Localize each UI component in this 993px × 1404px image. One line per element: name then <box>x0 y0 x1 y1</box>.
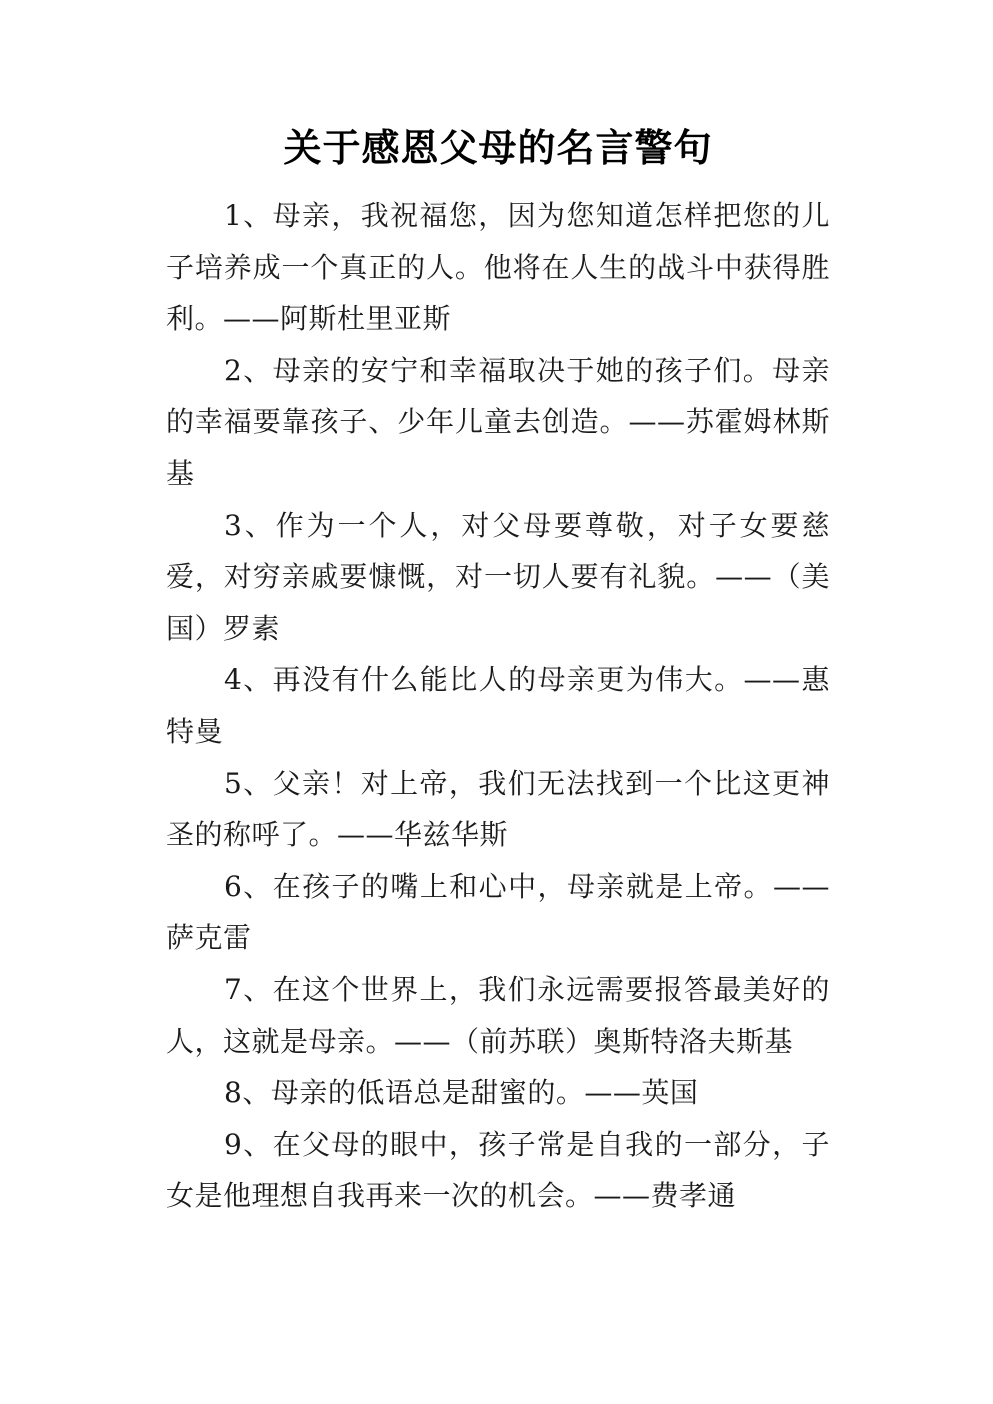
document-title: 关于感恩父母的名言警句 <box>283 126 713 170</box>
quote-item-3: 3、作为一个人，对父母要尊敬，对子女要慈爱，对穷亲戚要慷慨，对一切人要有礼貌。——（美国）罗素 <box>166 508 830 645</box>
quote-item-8: 8、母亲的低语总是甜蜜的。——英国 <box>224 1076 699 1110</box>
quote-item-5: 5、父亲！对上帝，我们无法找到一个比这更神圣的称呼了。——华兹华斯 <box>166 766 830 852</box>
quote-item-2: 2、母亲的安宁和幸福取决于她的孩子们。母亲的幸福要靠孩子、少年儿童去创造。——苏霍姆林斯基 <box>166 353 830 490</box>
quote-item-9: 9、在父母的眼中，孩子常是自我的一部分，子女是他理想自我再来一次的机会。——费孝通 <box>166 1127 830 1213</box>
quote-item-6: 6、在孩子的嘴上和心中，母亲就是上帝。——萨克雷 <box>166 869 830 955</box>
quote-item-7: 7、在这个世界上，我们永远需要报答最美好的人，这就是母亲。——（前苏联）奥斯特洛夫斯基 <box>166 972 830 1058</box>
quote-item-4: 4、再没有什么能比人的母亲更为伟大。——惠特曼 <box>166 663 830 748</box>
quote-item-1: 1、母亲，我祝福您，因为您知道怎样把您的儿子培养成一个真正的人。他将在人生的战斗中获得胜利。——阿斯杜里亚斯 <box>166 199 830 336</box>
document-page <box>166 118 830 1222</box>
